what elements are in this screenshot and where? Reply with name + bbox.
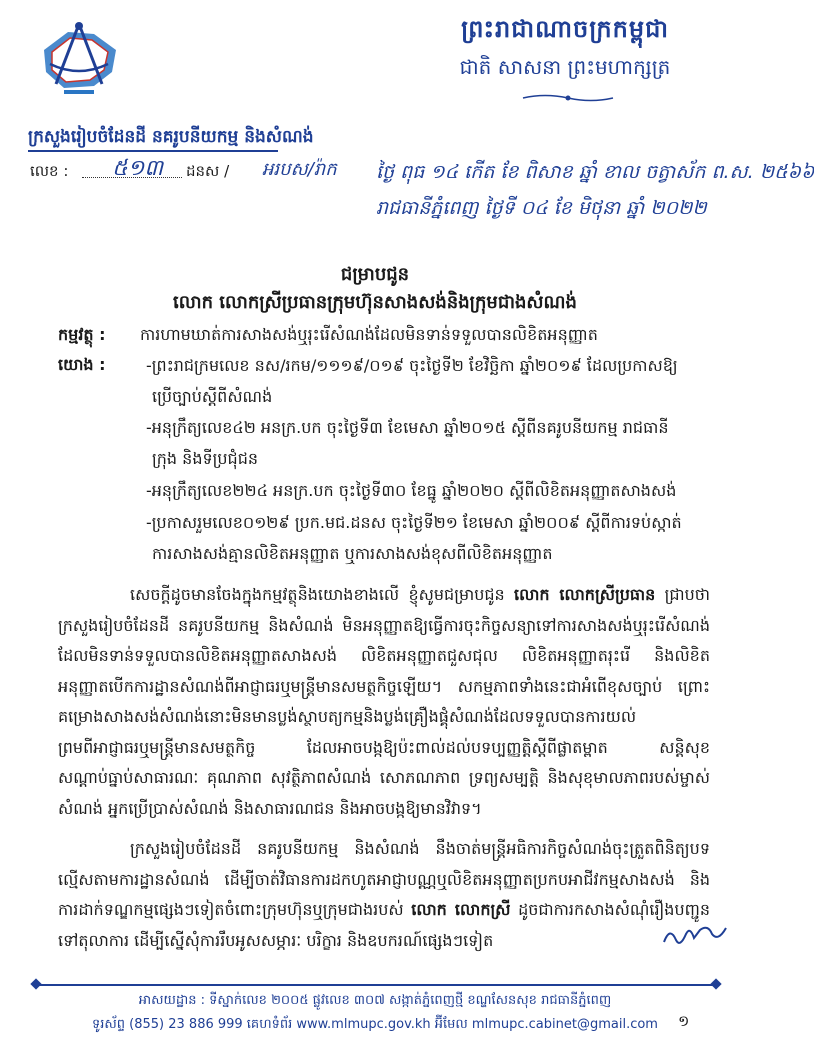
ministry-underline <box>28 150 278 152</box>
reference-number: ៥១៣ <box>112 156 164 181</box>
signature-initial-icon <box>660 920 730 950</box>
reference-item: ក្រុង និងទីប្រជុំជន <box>152 449 259 468</box>
subject-label: កម្មវត្ថុ : <box>58 325 106 344</box>
reference-item: ការសាងសង់គ្មានលិខិតអនុញ្ញាត ឬការសាងសង់ខុសពីលិខិតអនុញ្ញាត <box>152 544 553 563</box>
paragraph-2-tail: ដូចជាការកសាងសំណុំរឿងបញ្ជូនទៅតុលាការ ដើម្បីស្នើសុំការរឹបអូសសម្ភារៈ បរិក្ខារ និងឧបករណ៍ផ្សេងៗទៀត <box>58 900 710 950</box>
paragraph-1-intro: សេចក្តីដូចមានចែងក្នុងកម្មវត្ថុនិងយោងខាងលើ ខ្ញុំសូមជម្រាបជូន <box>130 585 515 604</box>
page-number: ១ <box>678 1012 690 1030</box>
kingdom-title: ព្រះរាជាណាចក្រកម្ពុជា <box>461 15 669 43</box>
paragraph-1-addressee: លោក លោកស្រីប្រធាន <box>514 585 656 604</box>
references-label: យោង : <box>58 355 106 374</box>
ministry-name: ក្រសួងរៀបចំដែនដី នគរូបនីយកម្ម និងសំណង់ <box>28 127 314 147</box>
footer-contact: ទូរស័ព្ទ (855) 23 886 999 គេហទំព័រ www.mlmupc.gov.kh អ៊ីមែល mlmupc.cabinet@gmail.com <box>92 1017 658 1032</box>
footer-ornament-icon <box>710 978 721 989</box>
ministry-logo-icon <box>34 20 124 100</box>
footer-ornament-icon <box>30 978 41 989</box>
footer-address: អាសយដ្ឋាន : ទីស្នាក់លេខ ២០០៥ ផ្លូវលេខ ៣០៧ សង្កាត់ភ្នំពេញថ្មី ខណ្ឌសែនសុខ រាជធានីភ្នំពេញ <box>138 993 612 1008</box>
paragraph-2-addressee: លោក លោកស្រី <box>411 900 511 919</box>
paragraph-1-body: ជ្រាបថា ក្រសួងរៀបចំដែនដី នគរូបនីយកម្ម និងសំណង់ មិនអនុញ្ញាតឱ្យធ្វើការចុះកិច្ចសន្យាទៅការសាងសង់ឬរុះរើសំណង់ដែលមិនទាន់ទទួលបានលិខិតអនុញ្ញាតសាងសង់ លិខិតអនុញ្ញាតជួសជុល លិខិតអនុញ្ញាតរុះរើ និងលិខិតអនុញ្ញាតបើកការដ្ឋានសំណង់ពីអាជ្ញាធរឬមន្ត្រីមានសមត្ថកិច្ចឡើយ។ សកម្មភាពទាំងនេះជាអំពើខុសច្បាប់ ព្រោះគម្រោងសាងសង់សំណង់នោះមិនមានប្លង់ស្ថាបត្យកម្មនិងប្លង់គ្រឿងផ្គុំសំណង់ដែលទទួលបានការយល់ព្រមពីអាជ្ញាធរឬមន្ត្រីមានសមត្ថកិច្ច ដែលអាចបង្កឱ្យប៉ះពាល់ដល់បទប្បញ្ញត្តិស្តីពីផ្លាតម្ពាត សន្តិសុខ សណ្តាប់ធ្នាប់សាធារណៈ គុណភាព សុវត្ថិភាពសំណង់ សោភណភាព ទ្រព្យសម្បត្តិ និងសុខុមាលភាពរបស់ម្ចាស់សំណង់ អ្នកប្រើប្រាស់សំណង់ និងសាធារណជន និងអាចបង្កឱ្យមានវិវាទ។ <box>58 585 711 818</box>
paragraph-2-body: ក្រសួងរៀបចំដែនដី នគរូបនីយកម្ម និងសំណង់ នឹងចាត់មន្ត្រីអធិការកិច្ចសំណង់ចុះត្រួតពិនិត្យបទល្មើសតាមការដ្ឋានសំណង់ ដើម្បីចាត់វិធានការដកហូតអាជ្ញាបណ្ណឬលិខិតអនុញ្ញាតប្រកបអាជីវកម្មសាងសង់ និងការដាក់ទណ្ឌកម្មផ្សេងៗទៀតចំពោះក្រុមហ៊ុនឬក្រុមជាងរបស់ <box>58 839 710 919</box>
notice-addressee: លោក លោកស្រីប្រធានក្រុមហ៊ុនសាងសង់និងក្រុមជាងសំណង់ <box>173 292 577 313</box>
ornament-divider-icon <box>523 93 613 103</box>
reference-label: លេខ : <box>30 162 69 180</box>
body-paragraph-1 <box>58 580 710 824</box>
notice-title: ជម្រាបជូន <box>340 264 410 285</box>
body-paragraph-2 <box>58 834 710 956</box>
national-motto: ជាតិ សាសនា ព្រះមហាក្សត្រ <box>459 55 671 79</box>
reference-suffix: អរបស/រ៉ាក <box>262 159 337 180</box>
subject-text: ការហាមឃាត់ការសាងសង់ឬរុះរើសំណង់ដែលមិនទាន់ទទួលបានលិខិតអនុញ្ញាត <box>140 325 598 344</box>
footer-divider <box>36 984 716 986</box>
reference-item: -ព្រះរាជក្រមលេខ នស/រកម/១១១៩/០១៩ ចុះថ្ងៃទី២ ខែវិច្ឆិកា ឆ្នាំ២០១៩ ដែលប្រកាសឱ្យ <box>146 356 678 375</box>
reference-item: -អនុក្រឹត្យលេខ៤២ អនក្រ.បក ចុះថ្ងៃទី៣ ខែមេសា ឆ្នាំ២០១៥ ស្តីពីនគរូបនីយកម្ម រាជធានី <box>146 418 669 437</box>
lunar-date: ថ្ងៃ ពុធ ១៤ កើត ខែ ពិសាខ ឆ្នាំ ខាល ចត្វាស័ក ព.ស. ២៥៦៦ <box>376 161 814 183</box>
reference-code: ដនស / <box>186 162 230 180</box>
solar-date: រាជធានីភ្នំពេញ ថ្ងៃទី ០៤ ខែ មិថុនា ឆ្នាំ ២០២២ <box>376 197 707 219</box>
reference-item: -ប្រកាសរួមលេខ០១២៩ ប្រក.មជ.ដនស ចុះថ្ងៃទី២១ ខែមេសា ឆ្នាំ២០០៩ ស្តីពីការទប់ស្កាត់ <box>146 513 682 532</box>
reference-item: -អនុក្រឹត្យលេខ២២៤ អនក្រ.បក ចុះថ្ងៃទី៣០ ខែធ្នូ ឆ្នាំ២០២០ ស្តីពីលិខិតអនុញ្ញាតសាងសង់ <box>146 481 677 500</box>
reference-item: ប្រើច្បាប់ស្តីពីសំណង់ <box>152 387 273 406</box>
